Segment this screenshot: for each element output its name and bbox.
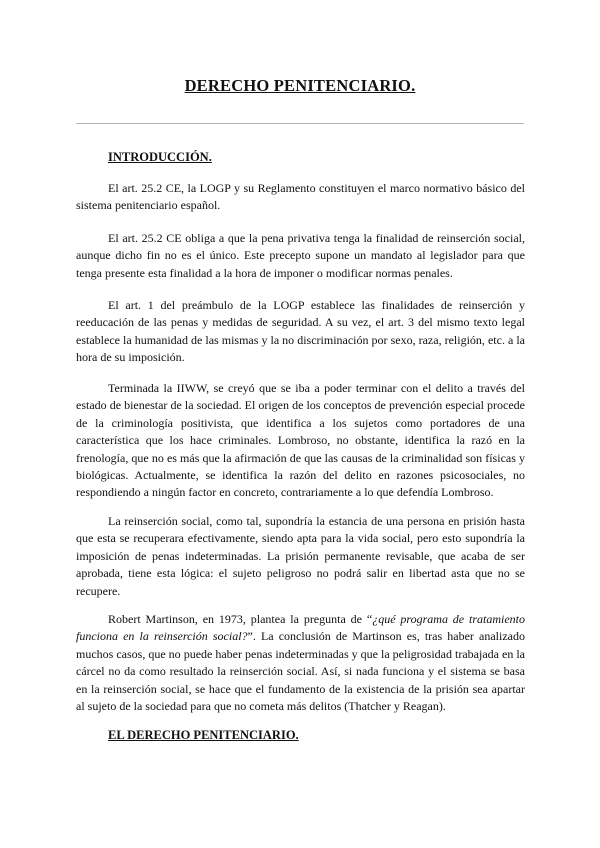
paragraph-4: Terminada la IIWW, se creyó que se iba a poder terminar con el delito a través del estado de bienestar de la sociedad. El origen de los conceptos de prevención especial procede de la criminología positivista, que identifica a los sujetos como portadores de una característica que los hace criminales. Lombroso, no obstante, identifica la razó en la frenología, que no es más que la afirmación de que las causas de la criminalidad son físicas y biológicas. Actualmente, se identifica la razón del delito en razones psicosociales, no respondiendo a ningún factor en concreto, contrariamente a lo que defendía Lombroso. (76, 381, 525, 500)
document-title: DERECHO PENITENCIARIO. (184, 76, 416, 95)
section-heading-introduccion: INTRODUCCIÓN. (108, 150, 212, 164)
section-heading-derecho-penitenciario: EL DERECHO PENITENCIARIO. (108, 728, 299, 742)
paragraph-2: El art. 25.2 CE obliga a que la pena privativa tenga la finalidad de reinserción social, aunque dicho fin no es el único. Este precepto supone un mandato al legislador para que tenga presente esta finalidad a la hora de imponer o modificar normas penales. (76, 231, 525, 280)
paragraph-6-text-start: Robert Martinson, en 1973, plantea la pregunta de “ (108, 612, 373, 626)
paragraph-6 (76, 611, 525, 715)
paragraph-1: El art. 25.2 CE, la LOGP y su Reglamento constituyen el marco normativo básico del sistema penitenciario español. (76, 181, 525, 213)
paragraph-6-quoted-question: ¿qué programa de tratamiento funciona en la reinserción social? (76, 612, 525, 644)
paragraph-3: El art. 1 del preámbulo de la LOGP establece las finalidades de reinserción y reeducación de las penas y medidas de seguridad. A su vez, el art. 3 del mismo texto legal establece la humanidad de las mismas y la no discriminación por sexo, raza, religión, etc. a la hora de su imposición. (76, 298, 525, 365)
horizontal-divider (76, 123, 524, 124)
paragraph-5: La reinserción social, como tal, supondría la estancia de una persona en prisión hasta que esta se recuperara efectivamente, siendo apta para la vida social, pero esto supondría la imposición de penas indeterminadas. La prisión permanente revisable, que acaba de ser aprobada, tiene esta lógica: el sujeto peligroso no podrá salir en libertad asta que no se recupere. (76, 514, 525, 598)
paragraph-6-text-end: ”. La conclusión de Martinson es, tras haber analizado muchos casos, que no puede haber penas indeterminadas y que la peligrosidad trabajada en la cárcel no da como resultado la reinserción social. Así, si nada funciona y el sistema se basa en la reinserción social, se hace que el fundamento de la existencia de la prisión sea apartar al sujeto de la sociedad para que no cometa más delitos (Thatcher y Reagan). (76, 629, 525, 714)
